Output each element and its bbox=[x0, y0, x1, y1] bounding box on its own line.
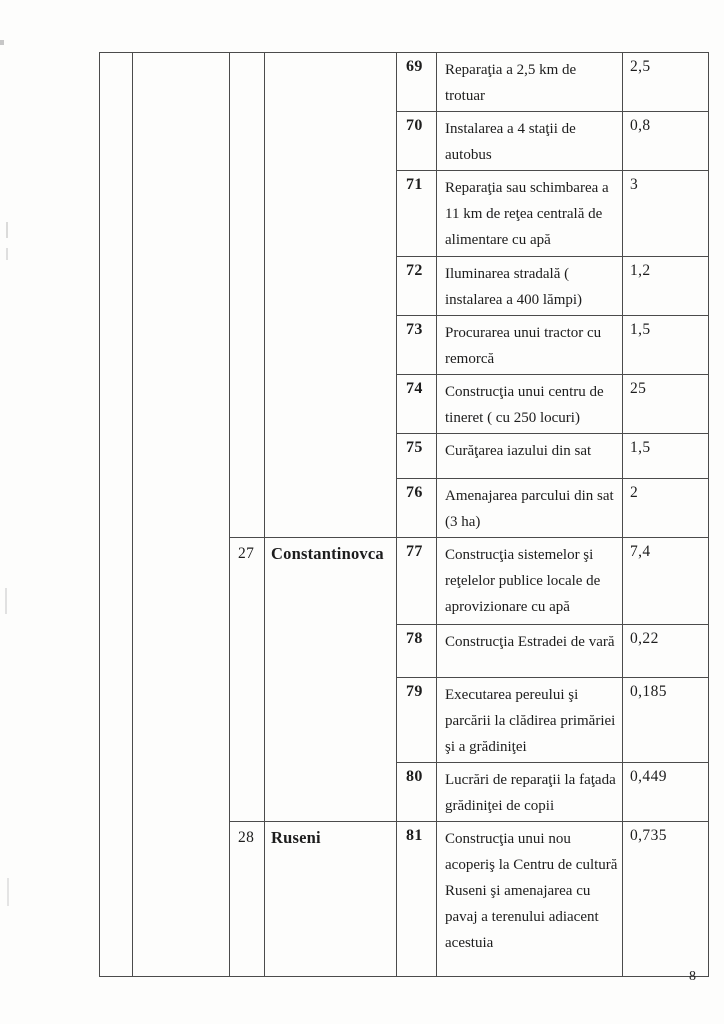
group-name bbox=[265, 53, 397, 538]
project-no: 74 bbox=[397, 375, 437, 434]
project-cost: 0,735 bbox=[623, 822, 709, 977]
project-description: Procurarea unui tractor cu remorcă bbox=[437, 316, 623, 375]
scan-artifact bbox=[7, 878, 9, 906]
project-description: Amenajarea parcului din sat (3 ha) bbox=[437, 479, 623, 538]
project-description: Reparaţia sau schimbarea a 11 km de reţea centrală de alimentare cu apă bbox=[437, 171, 623, 257]
project-no: 72 bbox=[397, 257, 437, 316]
project-no: 71 bbox=[397, 171, 437, 257]
group-name: Ruseni bbox=[265, 822, 397, 977]
project-no: 77 bbox=[397, 538, 437, 625]
project-cost: 1,5 bbox=[623, 316, 709, 375]
project-description: Construcţia unui centru de tineret ( cu 250 locuri) bbox=[437, 375, 623, 434]
scan-artifact bbox=[0, 40, 4, 45]
project-cost: 3 bbox=[623, 171, 709, 257]
scan-artifact bbox=[6, 248, 8, 260]
group-no bbox=[230, 53, 265, 538]
project-no: 73 bbox=[397, 316, 437, 375]
projects-table bbox=[99, 52, 709, 977]
project-description: Construcţia Estradei de vară bbox=[437, 625, 623, 678]
project-description: Executarea pereului şi parcării la clădirea primăriei şi a grădiniţei bbox=[437, 678, 623, 763]
project-cost: 0,8 bbox=[623, 112, 709, 171]
project-description: Lucrări de reparaţii la faţada grădiniţei de copii bbox=[437, 763, 623, 822]
project-cost: 0,22 bbox=[623, 625, 709, 678]
scan-artifact bbox=[5, 588, 7, 614]
project-description: Iluminarea stradală ( instalarea a 400 lămpi) bbox=[437, 257, 623, 316]
project-cost: 7,4 bbox=[623, 538, 709, 625]
group-name: Constantinovca bbox=[265, 538, 397, 822]
group-no: 27 bbox=[230, 538, 265, 822]
project-description: Construcţia sistemelor şi reţelelor publice locale de aprovizionare cu apă bbox=[437, 538, 623, 625]
margin-column-1 bbox=[100, 53, 133, 977]
project-no: 70 bbox=[397, 112, 437, 171]
group-no: 28 bbox=[230, 822, 265, 977]
project-description: Reparaţia a 2,5 km de trotuar bbox=[437, 53, 623, 112]
project-no: 79 bbox=[397, 678, 437, 763]
page-number: 8 bbox=[689, 969, 696, 984]
margin-column-2 bbox=[133, 53, 230, 977]
project-description: Instalarea a 4 staţii de autobus bbox=[437, 112, 623, 171]
project-cost: 25 bbox=[623, 375, 709, 434]
project-description: Curăţarea iazului din sat bbox=[437, 434, 623, 479]
project-description: Construcţia unui nou acoperiş la Centru de cultură Ruseni şi amenajarea cu pavaj a terenului adiacent acestuia bbox=[437, 822, 623, 977]
project-cost: 2,5 bbox=[623, 53, 709, 112]
project-no: 81 bbox=[397, 822, 437, 977]
project-no: 78 bbox=[397, 625, 437, 678]
project-no: 69 bbox=[397, 53, 437, 112]
scan-artifact bbox=[6, 222, 8, 238]
project-no: 76 bbox=[397, 479, 437, 538]
project-cost: 1,2 bbox=[623, 257, 709, 316]
project-no: 75 bbox=[397, 434, 437, 479]
project-cost: 2 bbox=[623, 479, 709, 538]
project-no: 80 bbox=[397, 763, 437, 822]
project-cost: 1,5 bbox=[623, 434, 709, 479]
project-cost: 0,449 bbox=[623, 763, 709, 822]
project-cost: 0,185 bbox=[623, 678, 709, 763]
